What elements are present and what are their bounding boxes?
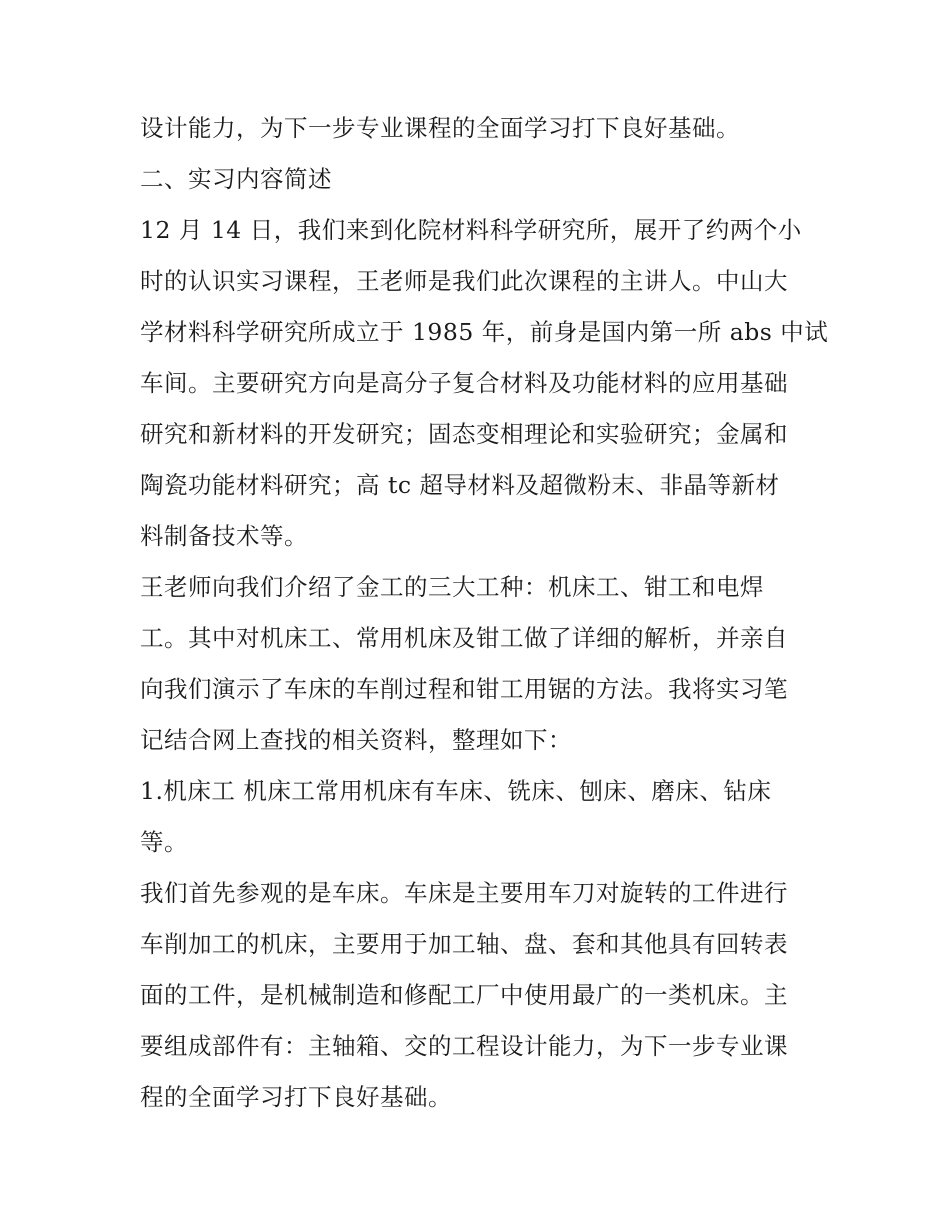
text-line: 工。其中对机床工、常用机床及钳工做了详细的解析，并亲自: [140, 624, 788, 652]
text-line: 12 月 14 日，我们来到化院材料科学研究所，展开了约两个小: [140, 216, 802, 244]
text-line: 时的认识实习课程，王老师是我们此次课程的主讲人。中山大: [140, 267, 788, 295]
text-line: 料制备技术等。: [140, 522, 308, 550]
text-line: 记结合网上查找的相关资料，整理如下：: [140, 726, 572, 754]
text-line: 王老师向我们介绍了金工的三大工种：机床工、钳工和电焊: [140, 573, 764, 601]
text-line: 要组成部件有：主轴箱、交的工程设计能力，为下一步专业课: [140, 1032, 788, 1060]
text-line: 研究和新材料的开发研究；固态变相理论和实验研究；金属和: [140, 420, 788, 448]
text-line: 车间。主要研究方向是高分子复合材料及功能材料的应用基础: [140, 369, 788, 397]
text-line: 向我们演示了车床的车削过程和钳工用锯的方法。我将实习笔: [140, 675, 788, 703]
text-line: 陶瓷功能材料研究；高 tc 超导材料及超微粉末、非晶等新材: [140, 471, 780, 499]
text-line: 1.机床工 机床工常用机床有车床、铣床、刨床、磨床、钻床: [140, 777, 772, 805]
text-line: 程的全面学习打下良好基础。: [140, 1083, 452, 1111]
text-line: 设计能力，为下一步专业课程的全面学习打下良好基础。: [140, 114, 740, 142]
text-line: 等。: [140, 828, 188, 856]
document-body: [140, 103, 829, 1123]
text-line: 学材料科学研究所成立于 1985 年，前身是国内第一所 abs 中试: [140, 318, 829, 346]
text-line: 车削加工的机床，主要用于加工轴、盘、套和其他具有回转表: [140, 930, 788, 958]
text-line: 我们首先参观的是车床。车床是主要用车刀对旋转的工件进行: [140, 879, 788, 907]
text-line: 面的工件，是机械制造和修配工厂中使用最广的一类机床。主: [140, 981, 788, 1009]
section-heading: 二、实习内容简述: [140, 165, 332, 193]
